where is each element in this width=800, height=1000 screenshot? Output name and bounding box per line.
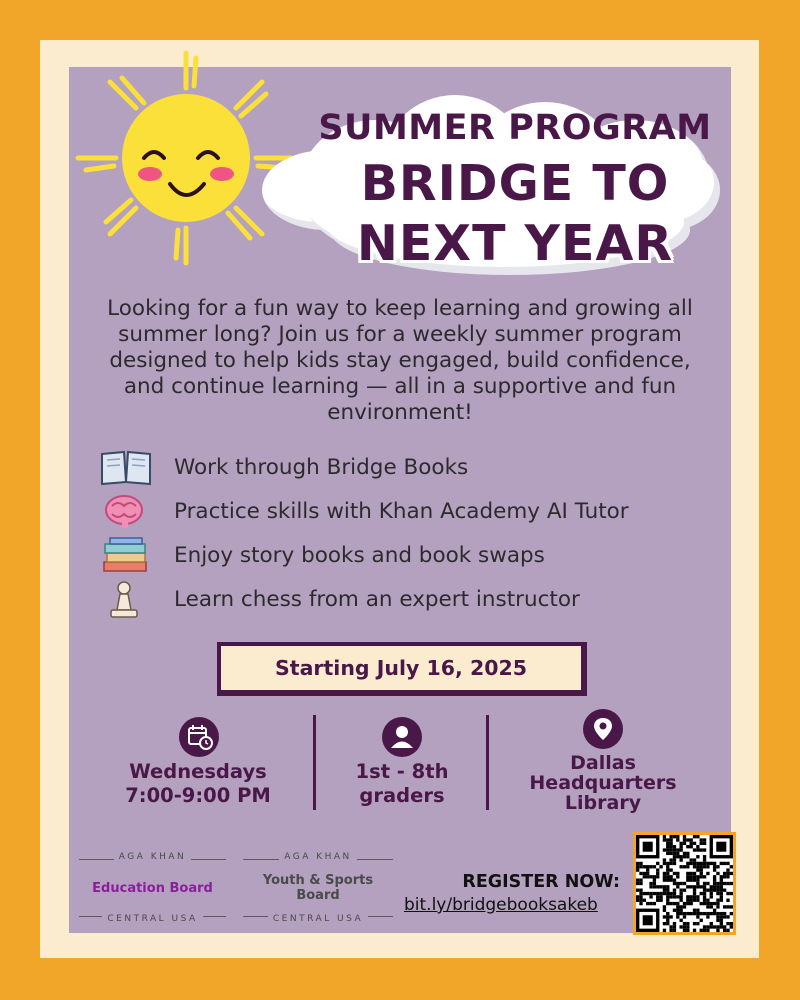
feature-item [98,580,718,620]
start-date-box [217,642,587,696]
qr-code-image [636,835,733,932]
education-board-logo [79,852,226,924]
feature-text: Enjoy story books and book swaps [174,543,545,568]
person-icon [382,717,422,757]
feature-item [98,448,718,488]
open-book-icon [98,448,154,488]
calendar-clock-icon [179,717,219,757]
location-line: Headquarters [529,772,677,794]
book-stack-icon [98,536,154,576]
logo-org: AGA KHAN [114,852,192,862]
logo-org: AGA KHAN [279,852,357,862]
start-date-text: Starting July 16, 2025 [275,656,527,680]
feature-item [98,492,718,532]
logo-region: CENTRAL USA [268,914,368,924]
schedule-day: Wednesdays [129,760,267,783]
smiling-sun-icon [58,44,298,284]
details-divider [486,715,489,810]
schedule-info [110,760,286,808]
program-title-line2: NEXT YEAR [356,215,674,272]
grades-label: graders [359,784,445,807]
details-divider [313,715,316,810]
location-info [512,753,694,813]
logo-region: CENTRAL USA [102,914,202,924]
register-label: REGISTER NOW: [462,872,620,892]
logo-name-line: Youth & Sports [262,873,374,888]
program-subtitle: SUMMER PROGRAM [318,108,712,148]
program-title-line1: BRIDGE TO [360,155,670,212]
feature-text: Work through Bridge Books [174,455,469,480]
grades-info [338,760,466,808]
feature-text: Practice skills with Khan Academy AI Tutor [174,499,629,524]
location-line: Library [564,792,642,814]
youth-sports-board-logo [243,852,393,924]
logo-name: Education Board [92,880,213,896]
location-pin-icon [583,709,623,749]
location-line: Dallas [570,752,636,774]
schedule-time: 7:00-9:00 PM [125,784,271,807]
intro-paragraph: Looking for a fun way to keep learning and growing all summer long? Join us for a weekly summer program designed to help kids stay engaged, build confidence, and continue learning — all in a supportive and fun environment! [107,296,693,425]
feature-item [98,536,718,576]
feature-text: Learn chess from an expert instructor [174,587,580,612]
chess-pawn-icon [98,580,154,620]
logo-name-line: Board [296,888,340,903]
register-link[interactable]: bit.ly/bridgebooksakeb [404,895,598,915]
qr-code[interactable] [633,832,736,935]
brain-icon [98,492,154,532]
grades-range: 1st - 8th [355,760,449,783]
logo-name [243,860,393,916]
